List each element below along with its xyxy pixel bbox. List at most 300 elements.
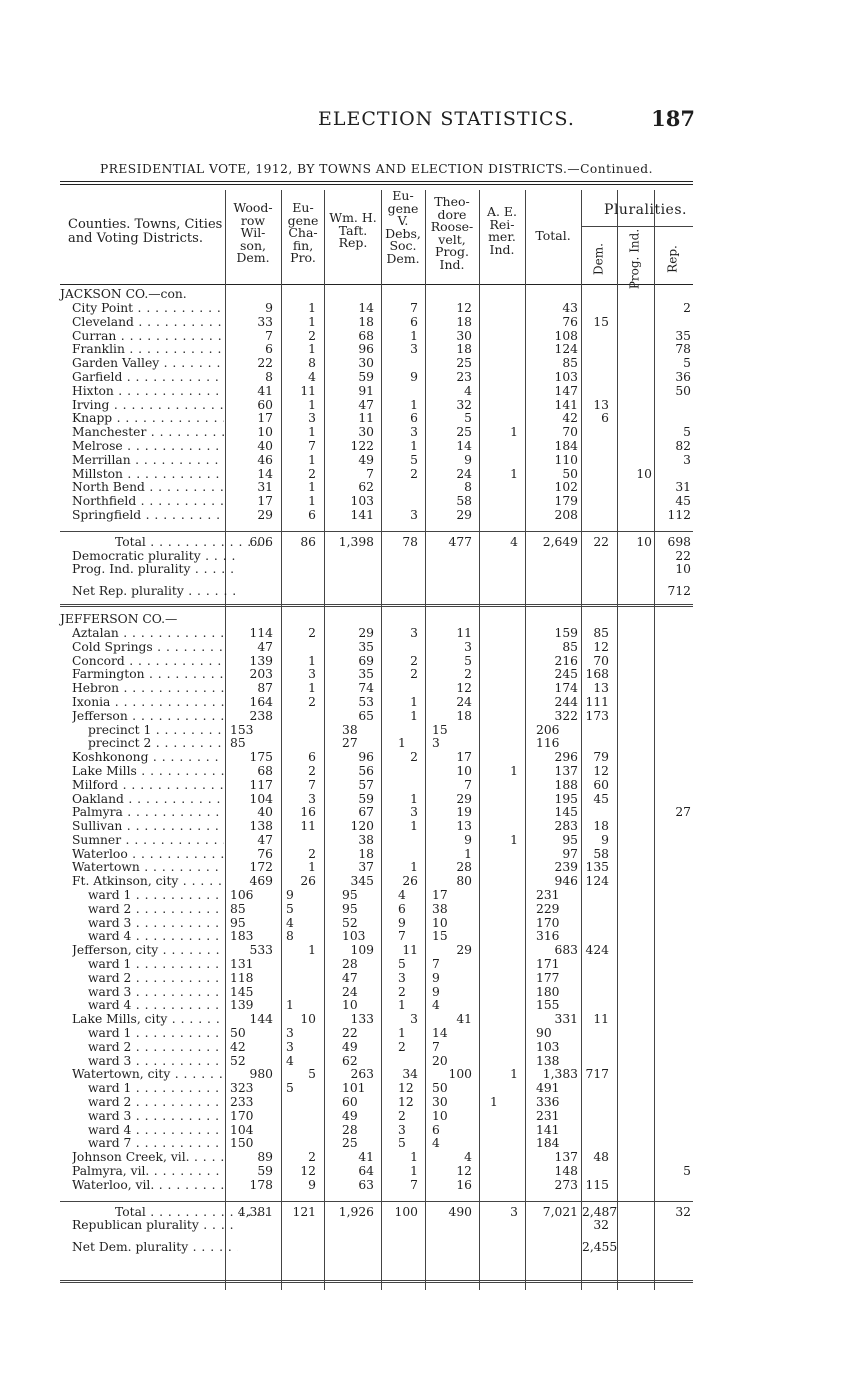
cell-roosevelt: 16 <box>456 1177 472 1192</box>
cell-total: 180 <box>536 984 560 999</box>
cell-taft: 30 <box>358 425 374 440</box>
cell-taft: 59 <box>358 791 374 806</box>
cell-plurality-dem: 168 <box>585 667 609 682</box>
cell-roosevelt: 12 <box>456 1164 472 1179</box>
cell-wilson: 469 <box>249 874 273 889</box>
cell-chafin: 1 <box>308 342 316 357</box>
cell-taft: 27 <box>342 736 358 751</box>
district-name: ward 2 . . . <box>88 972 224 986</box>
table-row <box>60 930 693 944</box>
district-name: Watertown . . . <box>72 861 224 875</box>
cell-taft: 103 <box>350 494 374 509</box>
cell-plurality-rep: 10 <box>675 562 691 577</box>
cell-wilson: 17 <box>257 411 273 426</box>
district-name: Sullivan . . . <box>72 820 224 834</box>
table-row <box>60 385 693 399</box>
table-row <box>60 765 693 779</box>
table-row <box>60 399 693 413</box>
cell-roosevelt: 50 <box>432 1081 448 1096</box>
cell-roosevelt: 10 <box>456 763 472 778</box>
cell-wilson: 46 <box>257 452 273 467</box>
table-row <box>60 999 693 1013</box>
header-plurality-dem: Dem. <box>591 243 606 275</box>
district-name: ward 3 . . . <box>88 1055 224 1069</box>
district-name: ward 1 . . . <box>88 889 224 903</box>
district-name: ward 3 . . . <box>88 917 224 931</box>
cell-plurality-dem: 18 <box>593 819 609 834</box>
district-name: Curran . . . <box>72 330 224 344</box>
cell-taft: 57 <box>358 777 374 792</box>
cell-chafin: 4 <box>308 369 316 384</box>
table-caption: PRESIDENTIAL VOTE, 1912, BY TOWNS AND ELECTION DISTRICTS.—Continued. <box>100 162 653 176</box>
cell-taft: 68 <box>358 328 374 343</box>
county-heading <box>60 288 693 302</box>
cell-debs: 1 <box>410 1150 418 1165</box>
district-name: Concord . . . <box>72 655 224 669</box>
cell-wilson: 606 <box>249 534 273 549</box>
cell-total: 70 <box>562 425 578 440</box>
cell-wilson: 114 <box>249 625 273 640</box>
header-chafin: Eu- gene Cha- fin, Pro. <box>287 200 319 265</box>
cell-chafin: 2 <box>308 846 316 861</box>
cell-roosevelt: 29 <box>456 943 472 958</box>
cell-total: 42 <box>562 411 578 426</box>
cell-wilson: 17 <box>257 494 273 509</box>
cell-chafin: 1 <box>308 425 316 440</box>
cell-roosevelt: 24 <box>456 466 472 481</box>
cell-debs: 3 <box>410 342 418 357</box>
cell-taft: 47 <box>358 397 374 412</box>
cell-debs: 100 <box>394 1204 418 1219</box>
cell-taft: 25 <box>342 1136 358 1151</box>
cell-plurality-dem: 13 <box>593 681 609 696</box>
district-name: ward 4 . . . <box>88 930 224 944</box>
cell-debs: 7 <box>410 1177 418 1192</box>
district-name: Total . . . <box>115 536 267 550</box>
cell-debs: 5 <box>398 1136 406 1151</box>
cell-wilson: 4,381 <box>237 1204 273 1219</box>
cell-wilson: 145 <box>230 984 254 999</box>
table-row <box>60 371 693 385</box>
cell-roosevelt: 29 <box>456 791 472 806</box>
cell-roosevelt: 3 <box>432 736 440 751</box>
cell-debs: 2 <box>398 1039 406 1054</box>
cell-wilson: 68 <box>257 763 273 778</box>
cell-roosevelt: 18 <box>456 342 472 357</box>
cell-reimer: 1 <box>510 832 518 847</box>
table-row <box>60 1110 693 1124</box>
cell-total: 155 <box>536 998 560 1013</box>
table-row <box>60 710 693 724</box>
header-reimer: A. E. Rei- mer. Ind. <box>486 204 518 257</box>
cell-wilson: 87 <box>257 681 273 696</box>
header-total: Total. <box>535 228 571 243</box>
header-plurality-rep: Rep. <box>665 245 680 273</box>
cell-wilson: 52 <box>230 1053 246 1068</box>
cell-total: 90 <box>536 1026 552 1041</box>
cell-plurality-dem: 124 <box>585 874 609 889</box>
cell-debs: 1 <box>410 397 418 412</box>
cell-taft: 101 <box>342 1081 366 1096</box>
cell-plurality-dem: 58 <box>593 846 609 861</box>
table-row <box>60 426 693 440</box>
district-name: Republican plurality . . . <box>72 1219 238 1233</box>
cell-debs: 3 <box>410 625 418 640</box>
cell-plurality-rep: 698 <box>667 534 691 549</box>
cell-roosevelt: 9 <box>464 832 472 847</box>
cell-chafin: 1 <box>308 397 316 412</box>
table-row <box>60 834 693 848</box>
cell-total: 216 <box>554 653 578 668</box>
cell-total: 231 <box>536 888 560 903</box>
table-row <box>60 986 693 1000</box>
cell-taft: 35 <box>358 667 374 682</box>
cell-total: 188 <box>554 777 578 792</box>
district-name: Melrose . . . <box>72 440 224 454</box>
cell-wilson: 150 <box>230 1136 254 1151</box>
cell-total: 97 <box>562 846 578 861</box>
district-name: Knapp . . . <box>72 412 224 426</box>
cell-wilson: 60 <box>257 397 273 412</box>
table-row <box>60 820 693 834</box>
district-name: Lake Mills . . . <box>72 765 224 779</box>
district-name: Koshkonong . . . <box>72 751 224 765</box>
cell-roosevelt: 12 <box>456 301 472 315</box>
cell-debs: 12 <box>398 1081 414 1096</box>
cell-plurality-rep: 50 <box>675 383 691 398</box>
cell-debs: 4 <box>398 888 406 903</box>
cell-plurality-dem: 9 <box>601 832 609 847</box>
table-row <box>60 330 693 344</box>
cell-wilson: 172 <box>249 860 273 875</box>
cell-total: 946 <box>554 874 578 889</box>
district-name: ward 7 . . . <box>88 1137 224 1151</box>
cell-taft: 37 <box>358 860 374 875</box>
cell-plurality-dem: 45 <box>593 791 609 806</box>
cell-roosevelt: 8 <box>464 480 472 495</box>
table-row <box>60 793 693 807</box>
cell-chafin: 16 <box>300 805 316 820</box>
cell-chafin: 121 <box>292 1204 316 1219</box>
district-name: City Point . . . <box>72 302 224 316</box>
cell-debs: 7 <box>398 929 406 944</box>
table-row <box>60 875 693 889</box>
cell-roosevelt: 9 <box>464 452 472 467</box>
cell-roosevelt: 3 <box>464 639 472 654</box>
cell-debs: 1 <box>410 694 418 709</box>
cell-total: 245 <box>554 667 578 682</box>
cell-chafin: 2 <box>308 763 316 778</box>
cell-roosevelt: 4 <box>432 998 440 1013</box>
cell-chafin: 2 <box>308 328 316 343</box>
cell-taft: 109 <box>350 943 374 958</box>
cell-taft: 103 <box>342 929 366 944</box>
district-name: ward 3 . . . <box>88 986 224 1000</box>
table-row <box>60 1055 693 1069</box>
cell-plurality-dem: 15 <box>593 314 609 329</box>
plurality-row <box>60 563 693 577</box>
district-name: precinct 2 . . . <box>88 737 224 751</box>
table-row <box>60 668 693 682</box>
district-name: Garfield . . . <box>72 371 224 385</box>
header-debs: Eu- gene V. Debs, Soc. Dem. <box>385 188 421 266</box>
cell-roosevelt: 19 <box>456 805 472 820</box>
district-name: Milford . . . <box>72 779 224 793</box>
cell-plurality-rep: 32 <box>675 1204 691 1219</box>
cell-total: 184 <box>554 438 578 453</box>
table-row <box>60 357 693 371</box>
cell-reimer: 1 <box>490 1095 498 1110</box>
cell-taft: 28 <box>342 1122 358 1137</box>
table-row <box>60 696 693 710</box>
cell-chafin: 2 <box>308 1150 316 1165</box>
district-name: Watertown, city . . . <box>72 1068 224 1082</box>
table-row <box>60 454 693 468</box>
cell-total: 336 <box>536 1095 560 1110</box>
cell-wilson: 40 <box>257 438 273 453</box>
cell-taft: 56 <box>358 763 374 778</box>
cell-roosevelt: 477 <box>448 534 472 549</box>
cell-taft: 18 <box>358 846 374 861</box>
cell-roosevelt: 25 <box>456 425 472 440</box>
cell-chafin: 1 <box>308 653 316 668</box>
district-name: ward 4 . . . <box>88 999 224 1013</box>
district-name: Palmyra . . . <box>72 806 224 820</box>
cell-roosevelt: 14 <box>456 438 472 453</box>
cell-chafin: 6 <box>308 750 316 765</box>
district-name: ward 3 . . . <box>88 1110 224 1124</box>
cell-debs: 78 <box>402 534 418 549</box>
cell-debs: 2 <box>410 653 418 668</box>
cell-roosevelt: 13 <box>456 819 472 834</box>
cell-plurality-rep: 36 <box>675 369 691 384</box>
cell-chafin: 5 <box>286 901 294 916</box>
cell-taft: 95 <box>342 901 358 916</box>
cell-debs: 6 <box>410 411 418 426</box>
cell-wilson: 170 <box>230 1108 254 1123</box>
table-row <box>60 1041 693 1055</box>
cell-taft: 65 <box>358 708 374 723</box>
cell-total: 179 <box>554 494 578 509</box>
cell-taft: 28 <box>342 957 358 972</box>
cell-taft: 120 <box>350 819 374 834</box>
cell-total: 206 <box>536 722 560 737</box>
cell-chafin: 86 <box>300 534 316 549</box>
district-name: ward 1 . . . <box>88 1027 224 1041</box>
district-name: ward 1 . . . <box>88 958 224 972</box>
cell-debs: 3 <box>398 1122 406 1137</box>
cell-chafin: 2 <box>308 466 316 481</box>
cell-roosevelt: 15 <box>432 722 448 737</box>
cell-chafin: 7 <box>308 438 316 453</box>
cell-chafin: 3 <box>286 1026 294 1041</box>
cell-wilson: 144 <box>249 1012 273 1027</box>
cell-plurality-prog: 10 <box>636 534 652 549</box>
cell-total: 229 <box>536 901 560 916</box>
cell-wilson: 980 <box>249 1067 273 1082</box>
cell-wilson: 42 <box>230 1039 246 1054</box>
running-head <box>60 104 695 134</box>
cell-roosevelt: 100 <box>448 1067 472 1082</box>
cell-roosevelt: 17 <box>432 888 448 903</box>
cell-roosevelt: 490 <box>448 1204 472 1219</box>
cell-taft: 49 <box>358 452 374 467</box>
cell-taft: 38 <box>342 722 358 737</box>
cell-chafin: 6 <box>308 507 316 522</box>
table-row <box>60 958 693 972</box>
header-wilson: Wood- row Wil- son, Dem. <box>233 200 273 265</box>
cell-roosevelt: 28 <box>456 860 472 875</box>
cell-wilson: 40 <box>257 805 273 820</box>
table-row <box>60 343 693 357</box>
cell-plurality-rep: 78 <box>675 342 691 357</box>
single-rule <box>60 1201 693 1202</box>
cell-roosevelt: 41 <box>456 1012 472 1027</box>
cell-taft: 96 <box>358 750 374 765</box>
cell-wilson: 183 <box>230 929 254 944</box>
cell-plurality-rep: 22 <box>675 548 691 563</box>
cell-plurality-dem: 48 <box>593 1150 609 1165</box>
cell-chafin: 2 <box>308 625 316 640</box>
table-row <box>60 1027 693 1041</box>
cell-debs: 3 <box>410 1012 418 1027</box>
cell-total: 316 <box>536 929 560 944</box>
cell-total: 159 <box>554 625 578 640</box>
cell-roosevelt: 4 <box>432 1136 440 1151</box>
table-row <box>60 316 693 330</box>
cell-taft: 69 <box>358 653 374 668</box>
cell-chafin: 1 <box>308 301 316 315</box>
district-name: Merrillan . . . <box>72 454 224 468</box>
cell-roosevelt: 17 <box>456 750 472 765</box>
cell-roosevelt: 6 <box>432 1122 440 1137</box>
table-row <box>60 1179 693 1193</box>
cell-chafin: 5 <box>286 1081 294 1096</box>
cell-reimer: 1 <box>510 763 518 778</box>
cell-total: 170 <box>536 915 560 930</box>
county-name: JEFFERSON CO.— <box>60 611 178 626</box>
cell-taft: 29 <box>358 625 374 640</box>
table-row <box>60 1137 693 1151</box>
cell-plurality-prog: 10 <box>636 466 652 481</box>
cell-plurality-rep: 5 <box>683 356 691 371</box>
cell-plurality-dem: 173 <box>585 708 609 723</box>
cell-plurality-dem: 79 <box>593 750 609 765</box>
cell-total: 95 <box>562 832 578 847</box>
cell-taft: 63 <box>358 1177 374 1192</box>
cell-roosevelt: 29 <box>456 507 472 522</box>
table-row <box>60 682 693 696</box>
cell-taft: 64 <box>358 1164 374 1179</box>
cell-wilson: 323 <box>230 1081 254 1096</box>
cell-wilson: 33 <box>257 314 273 329</box>
table-row <box>60 889 693 903</box>
cell-wilson: 533 <box>249 943 273 958</box>
cell-roosevelt: 30 <box>432 1095 448 1110</box>
cell-chafin: 12 <box>300 1164 316 1179</box>
cell-wilson: 10 <box>257 425 273 440</box>
header-roosevelt: Theo- dore Roose- velt, Prog. Ind. <box>430 194 474 272</box>
single-rule <box>60 531 693 532</box>
cell-debs: 1 <box>410 438 418 453</box>
table-row <box>60 302 693 316</box>
cell-wilson: 175 <box>249 750 273 765</box>
district-name: Lake Mills, city . . . <box>72 1013 224 1027</box>
table-row <box>60 779 693 793</box>
cell-plurality-dem: 32 <box>593 1218 609 1233</box>
district-name: ward 1 . . . <box>88 1082 224 1096</box>
cell-total: 110 <box>554 452 578 467</box>
cell-plurality-rep: 3 <box>683 452 691 467</box>
cell-wilson: 138 <box>249 819 273 834</box>
vote-table <box>60 190 693 1290</box>
cell-debs: 1 <box>410 860 418 875</box>
cell-reimer: 1 <box>510 1067 518 1082</box>
cell-debs: 3 <box>398 970 406 985</box>
cell-plurality-dem: 6 <box>601 411 609 426</box>
cell-plurality-dem: 135 <box>585 860 609 875</box>
cell-total: 50 <box>562 466 578 481</box>
district-name: Johnson Creek, vil. . . . <box>72 1151 224 1165</box>
cell-debs: 3 <box>410 507 418 522</box>
cell-wilson: 59 <box>257 1164 273 1179</box>
cell-total: 43 <box>562 301 578 315</box>
cell-chafin: 3 <box>308 667 316 682</box>
cell-chafin: 1 <box>308 681 316 696</box>
table-row <box>60 627 693 641</box>
cell-debs: 11 <box>402 943 418 958</box>
cell-total: 145 <box>554 805 578 820</box>
cell-total: 177 <box>536 970 560 985</box>
cell-taft: 22 <box>342 1026 358 1041</box>
table-row <box>60 972 693 986</box>
cell-total: 147 <box>554 383 578 398</box>
cell-roosevelt: 1 <box>464 846 472 861</box>
cell-wilson: 164 <box>249 694 273 709</box>
cell-chafin: 2 <box>308 694 316 709</box>
cell-total: 273 <box>554 1177 578 1192</box>
cell-total: 184 <box>536 1136 560 1151</box>
table-row <box>60 903 693 917</box>
district-name: ward 4 . . . <box>88 1124 224 1138</box>
district-name: Farmington . . . <box>72 668 224 682</box>
cell-total: 138 <box>536 1053 560 1068</box>
table-row <box>60 641 693 655</box>
district-name: Waterloo . . . <box>72 848 224 862</box>
cell-roosevelt: 18 <box>456 314 472 329</box>
cell-roosevelt: 5 <box>464 411 472 426</box>
district-name: Jefferson, city . . . <box>72 944 224 958</box>
cell-debs: 2 <box>398 984 406 999</box>
page-title: ELECTION STATISTICS. <box>318 108 575 130</box>
cell-debs: 7 <box>410 301 418 315</box>
cell-plurality-dem: 70 <box>593 653 609 668</box>
cell-debs: 1 <box>410 1164 418 1179</box>
district-name: Ft. Atkinson, city . . . <box>72 875 224 889</box>
cell-debs: 2 <box>398 1108 406 1123</box>
cell-roosevelt: 58 <box>456 494 472 509</box>
table-row <box>60 412 693 426</box>
cell-debs: 34 <box>402 1067 418 1082</box>
cell-roosevelt: 80 <box>456 874 472 889</box>
cell-chafin: 1 <box>308 494 316 509</box>
cell-roosevelt: 10 <box>432 915 448 930</box>
cell-plurality-dem: 115 <box>585 1177 609 1192</box>
cell-taft: 122 <box>350 438 374 453</box>
cell-total: 141 <box>554 397 578 412</box>
cell-taft: 67 <box>358 805 374 820</box>
cell-roosevelt: 18 <box>456 708 472 723</box>
